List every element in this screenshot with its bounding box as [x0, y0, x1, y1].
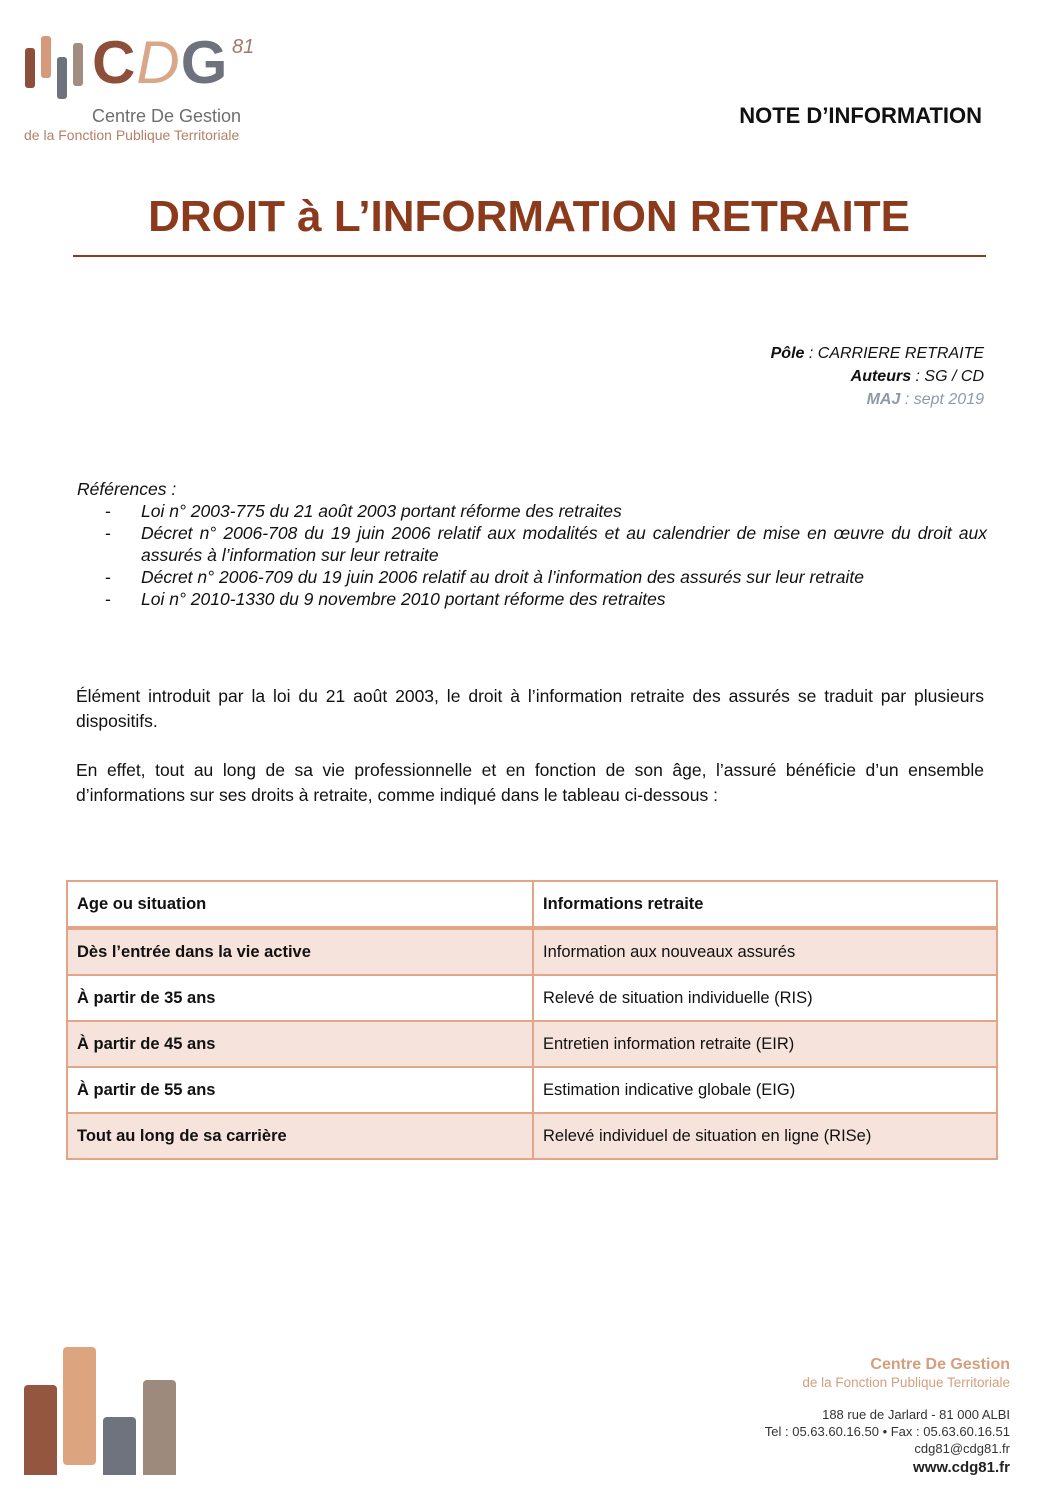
dash-bullet-icon: - — [105, 589, 111, 609]
title-divider — [73, 255, 986, 257]
logo-bar-icon — [25, 48, 35, 88]
logo-org-name: Centre De Gestion — [92, 106, 242, 126]
logo-superscript: 81 — [232, 36, 255, 58]
footer-bar-icon — [63, 1347, 96, 1465]
meta-pole-label: Pôle — [770, 345, 805, 362]
intro-paragraph: Élément introduit par la loi du 21 août 2003, le droit à l’information retraite des assurés se traduit par plusieurs dispositifs. — [76, 686, 984, 731]
table-header-row — [67, 881, 997, 928]
meta-maj-label: MAJ — [866, 391, 901, 408]
reference-item — [77, 522, 987, 566]
reference-item — [77, 500, 987, 522]
table-row — [67, 975, 997, 1021]
references-heading: Références : — [77, 479, 177, 499]
description-paragraph: En effet, tout au long de sa vie professionnelle et en fonction de son âge, l’assuré bénéficie d’un ensemble d’informations sur ses droits à retraite, comme indiqué dans le tableau ci-dessous : — [76, 760, 984, 805]
reference-text: Décret n° 2006-708 du 19 juin 2006 relatif aux modalités et au calendrier de mise en œuvre du droit aux assurés à l’information sur leur retraite — [141, 523, 987, 565]
footer-bar-icon — [103, 1417, 136, 1475]
meta-maj — [771, 388, 984, 411]
table-row — [67, 1021, 997, 1067]
meta-auteurs — [771, 365, 984, 388]
references-section — [77, 478, 987, 610]
footer-bar-icon — [24, 1385, 57, 1475]
table-cell-info: Relevé individuel de situation en ligne (RISe) — [533, 1113, 997, 1159]
table-row — [67, 928, 997, 975]
table-cell-info: Entretien information retraite (EIR) — [533, 1021, 997, 1067]
meta-auteurs-label: Auteurs — [850, 368, 912, 385]
logo-letter-c: C — [92, 29, 137, 96]
table-cell-age: À partir de 55 ans — [67, 1067, 533, 1113]
footer-org-name: Centre De Gestion — [870, 1356, 1010, 1373]
logo-bar-icon — [41, 36, 51, 78]
reference-item — [77, 588, 987, 610]
reference-text: Loi n° 2010-1330 du 9 novembre 2010 portant réforme des retraites — [141, 589, 666, 609]
table-cell-info: Relevé de situation individuelle (RIS) — [533, 975, 997, 1021]
references-list — [77, 500, 987, 610]
table-row — [67, 1067, 997, 1113]
meta-maj-value: : sept 2019 — [900, 391, 984, 408]
meta-pole-value: : CARRIERE RETRAITE — [804, 345, 984, 362]
table-row — [67, 1113, 997, 1159]
meta-pole — [771, 342, 984, 365]
footer-logo-bars — [22, 1355, 182, 1475]
dash-bullet-icon: - — [105, 523, 111, 543]
table-cell-info: Estimation indicative globale (EIG) — [533, 1067, 997, 1113]
table-cell-age: À partir de 45 ans — [67, 1021, 533, 1067]
meta-auteurs-value: : SG / CD — [911, 368, 984, 385]
document-meta — [771, 342, 984, 411]
footer-phone-fax: Tel : 05.63.60.16.50 • Fax : 05.63.60.16.51 — [764, 1424, 1010, 1439]
footer-org-subtitle: de la Fonction Publique Territoriale — [802, 1375, 1010, 1390]
cdg81-logo — [22, 29, 272, 147]
logo-letter-d: D — [136, 29, 181, 96]
retirement-info-table — [66, 880, 998, 1160]
footer-address-block — [765, 1406, 1010, 1457]
logo-org-subtitle: de la Fonction Publique Territoriale — [24, 127, 240, 143]
footer-website-link[interactable]: www.cdg81.fr — [913, 1459, 1010, 1476]
page-title: DROIT à L’INFORMATION RETRAITE — [148, 192, 910, 241]
footer-address: 188 rue de Jarlard - 81 000 ALBI — [822, 1407, 1010, 1422]
logo-letters — [92, 28, 228, 97]
footer-contact — [765, 1356, 1010, 1476]
reference-text: Loi n° 2003-775 du 21 août 2003 portant réforme des retraites — [141, 501, 622, 521]
reference-item — [77, 566, 987, 588]
logo-letter-g: G — [180, 29, 229, 96]
document-type: NOTE D’INFORMATION — [739, 103, 982, 128]
table-cell-age: Tout au long de sa carrière — [67, 1113, 533, 1159]
table-header-cell: Age ou situation — [67, 881, 533, 928]
table-cell-info: Information aux nouveaux assurés — [533, 928, 997, 975]
dash-bullet-icon: - — [105, 567, 111, 587]
table-header-cell: Informations retraite — [533, 881, 997, 928]
footer-email[interactable]: cdg81@cdg81.fr — [914, 1441, 1010, 1456]
logo-bar-icon — [57, 57, 67, 99]
table-cell-age: Dès l’entrée dans la vie active — [67, 928, 533, 975]
reference-text: Décret n° 2006-709 du 19 juin 2006 relatif au droit à l’information des assurés sur leur retraite — [141, 567, 864, 587]
dash-bullet-icon: - — [105, 501, 111, 521]
logo-bar-icon — [73, 43, 83, 86]
table-cell-age: À partir de 35 ans — [67, 975, 533, 1021]
footer-bar-icon — [143, 1380, 176, 1475]
